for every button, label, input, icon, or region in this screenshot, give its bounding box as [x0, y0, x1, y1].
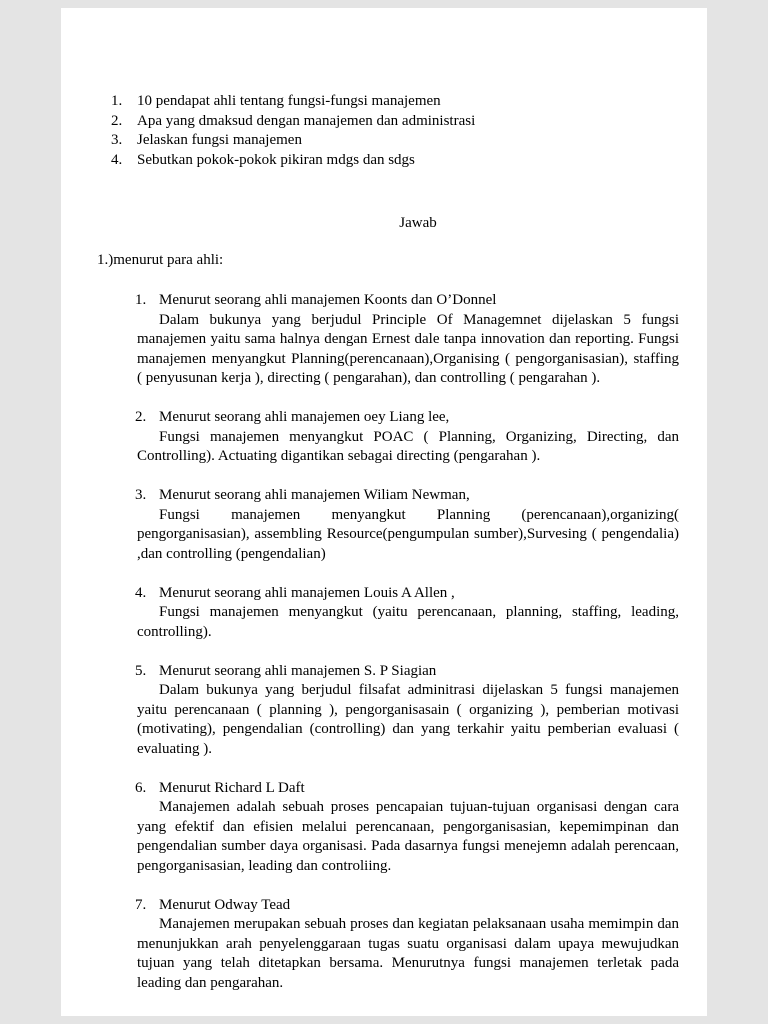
expert-number: 6.	[135, 779, 147, 796]
expert-list	[97, 291, 679, 993]
expert-title: Menurut Richard L Daft	[159, 779, 305, 796]
question-number: 3.	[111, 132, 123, 148]
question-text: Sebutkan pokok-pokok pikiran mdgs dan sdgs	[137, 151, 415, 168]
expert-title: Menurut seorang ahli manajemen oey Liang lee,	[159, 409, 450, 425]
question-text: 10 pendapat ahli tentang fungsi-fungsi manajemen	[137, 93, 441, 109]
question-number: 2.	[111, 112, 123, 129]
answer-heading: Jawab	[399, 215, 437, 231]
expert-title-row	[135, 584, 679, 604]
expert-body: Manajemen adalah sebuah proses pencapaian tujuan-tujuan organisasi dengan cara yang efektif dan efisien melalui perencanaan, pengorganisasian, kepemimpinan dan pengendalian sumber daya organisasi. Pada dasarnya fungsi menejemn adalah perencaan, pengorganisasian, leading dan controliing.	[137, 799, 679, 874]
expert-title: Menurut seorang ahli manajemen Koonts dan O’Donnel	[159, 292, 497, 308]
expert-title-row	[135, 779, 679, 799]
expert-title: Menurut Odway Tead	[159, 896, 291, 913]
expert-entry	[135, 896, 679, 994]
document-content	[61, 8, 707, 993]
expert-title-row	[135, 662, 679, 682]
expert-title: Menurut seorang ahli manajemen Wiliam Newman,	[159, 487, 470, 503]
expert-title-row	[135, 291, 679, 311]
expert-number: 7.	[135, 896, 147, 913]
question-item	[97, 112, 679, 132]
expert-body: Fungsi manajemen menyangkut POAC ( Planning, Organizing, Directing, dan Controlling). Actuating digantikan sebagai directing (pengarahan ).	[137, 428, 679, 464]
question-text: Jelaskan fungsi manajemen	[137, 132, 302, 148]
expert-title-row	[135, 896, 679, 916]
question-item	[97, 151, 679, 171]
question-number: 1.	[111, 93, 123, 109]
expert-entry	[135, 779, 679, 877]
expert-number: 3.	[135, 487, 147, 503]
question-item	[97, 131, 679, 151]
expert-title: Menurut seorang ahli manajemen Louis A Allen ,	[159, 584, 455, 601]
expert-body: Fungsi manajemen menyangkut Planning (perencanaan),organizing( pengorganisasian), assembling Resource(pengumpulan sumber),Survesing ( pengendalia) ,dan controlling (pengendalian)	[137, 506, 679, 562]
expert-number: 2.	[135, 409, 147, 425]
expert-number: 4.	[135, 584, 147, 601]
question-list	[97, 92, 679, 170]
expert-number: 1.	[135, 292, 147, 308]
expert-entry	[135, 584, 679, 643]
question-item	[97, 92, 679, 112]
expert-body: Dalam bukunya yang berjudul filsafat adminitrasi dijelaskan 5 fungsi manajemen yaitu perencanaan ( planning ), pengorganisasain ( organizing ), pemberian motivasi (motivating), pengendalian (controlling) dan yang terkahir yaitu pemberian evaluasi ( evaluating ).	[137, 682, 679, 757]
expert-entry	[135, 291, 679, 389]
expert-number: 5.	[135, 662, 147, 679]
document-page	[61, 8, 707, 1016]
expert-title: Menurut seorang ahli manajemen S. P Siagian	[159, 662, 437, 679]
expert-entry	[135, 486, 679, 564]
expert-title-row	[135, 408, 679, 428]
expert-body: Manajemen merupakan sebuah proses dan kegiatan pelaksanaan usaha memimpin dan menunjukkan arah penyelenggaraan tugas suatu organisasi dalam upaya mewujudkan tujuan yang telah ditetapkan bersama. Menurutnya fungsi manajemen terletak pada leading dan pengarahan.	[137, 916, 679, 991]
intro-line: 1.)menurut para ahli:	[97, 251, 224, 268]
expert-body: Fungsi manajemen menyangkut (yaitu perencanaan, planning, staffing, leading, controlling).	[137, 604, 679, 640]
expert-body: Dalam bukunya yang berjudul Principle Of Managemnet dijelaskan 5 fungsi manajemen yaitu sama halnya dengan Ernest dale tanpa innovation dan reporting. Fungsi manajemen menyangkut Planning(perencanaan),Organising ( pengorganisasian), staffing ( penyusunan kerja ), directing ( pengarahan), dan controlling ( pengarahan ).	[137, 311, 679, 386]
expert-entry	[135, 408, 679, 467]
question-text: Apa yang dmaksud dengan manajemen dan administrasi	[137, 112, 476, 129]
expert-entry	[135, 662, 679, 760]
question-number: 4.	[111, 151, 123, 168]
expert-title-row	[135, 486, 679, 506]
